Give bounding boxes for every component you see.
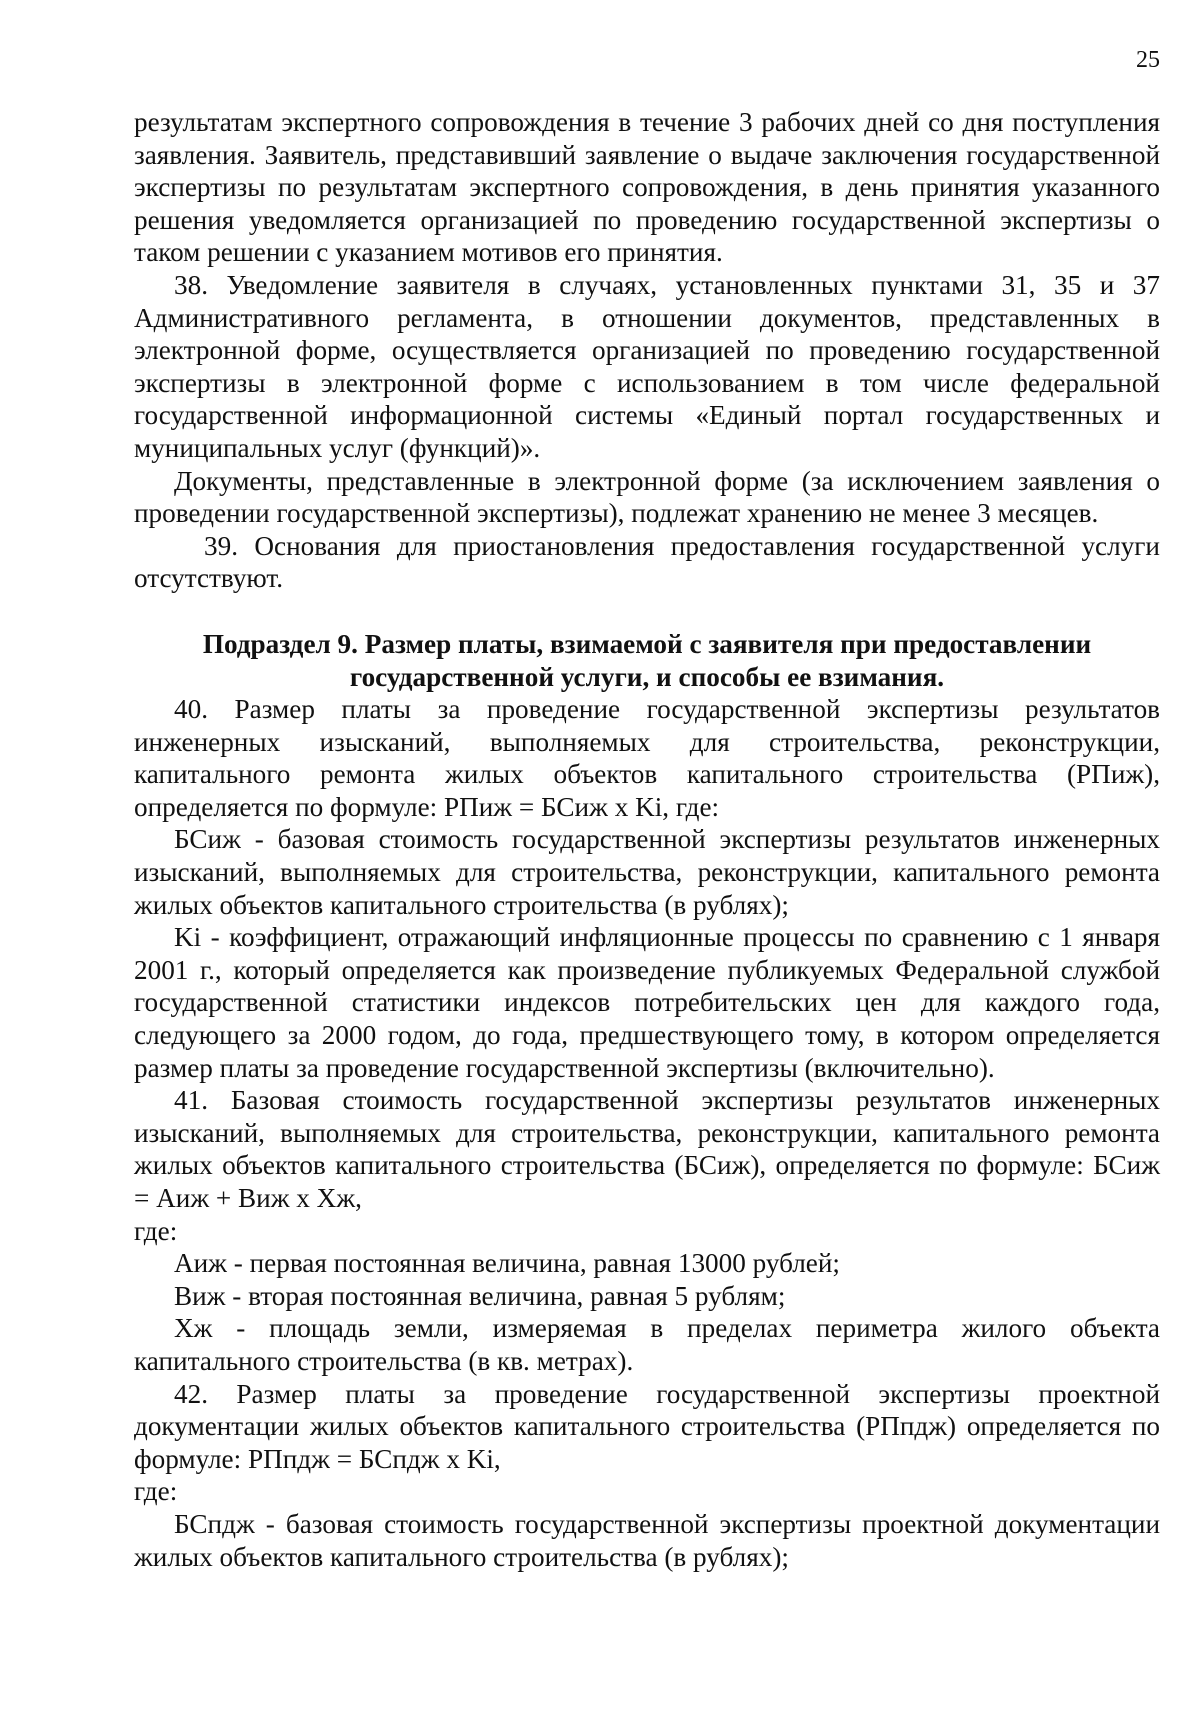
paragraph-39: 39. Основания для приостановления предоставления государственной услуги отсутствуют. [134, 530, 1160, 594]
definition-bsizh: БСиж - базовая стоимость государственной экспертизы результатов инженерных изысканий, выполняемых для строительства, реконструкции, капитального ремонта жилых объектов капитального строительства (в рублях); [134, 824, 1160, 920]
where-label-2: где: [134, 1476, 178, 1507]
section-spacer [134, 595, 1160, 628]
page-number: 25 [1136, 47, 1160, 73]
document-body [134, 106, 1160, 1573]
paragraph-40: 40. Размер платы за проведение государственной экспертизы результатов инженерных изысканий, выполняемых для строительства, реконструкции, капитального ремонта жилых объектов капитального строительства (РПиж), определяется по формуле: РПиж = БСиж х Ki, где: [134, 694, 1160, 822]
definition-aizh: Аиж - первая постоянная величина, равная 13000 рублей; [174, 1248, 840, 1279]
paragraph-42: 42. Размер платы за проведение государственной экспертизы проектной документации жилых объектов капитального строительства (РПпдж) определяется по формуле: РПпдж = БСпдж х Ki, [134, 1378, 1160, 1474]
definition-bspdzh: БСпдж - базовая стоимость государственной экспертизы проектной документации жилых объектов капитального строительства (в рублях); [134, 1508, 1160, 1572]
paragraph-41: 41. Базовая стоимость государственной экспертизы результатов инженерных изысканий, выполняемых для строительства, реконструкции, капитального ремонта жилых объектов капитального строительства (БСиж), определяется по формуле: БСиж = Аиж + Виж х Хж, [134, 1085, 1160, 1213]
definition-vizh: Виж - вторая постоянная величина, равная 5 рублям; [174, 1280, 786, 1311]
where-label: где: [134, 1215, 178, 1246]
paragraph-continuation: результатам экспертного сопровождения в течение 3 рабочих дней со дня поступления заявления. Заявитель, представивший заявление о выдаче заключения государственной экспертизы по результатам экспертного сопровождения, в день принятия указанного решения уведомляется организацией по проведению государственной экспертизы о таком решении с указанием мотивов его принятия. [134, 107, 1160, 268]
definition-khzh: Хж - площадь земли, измеряемая в пределах периметра жилого объекта капитального строительства (в кв. метрах). [134, 1313, 1160, 1376]
paragraph-38: 38. Уведомление заявителя в случаях, установленных пунктами 31, 35 и 37 Административного регламента, в отношении документов, представленных в электронной форме, осуществляется организацией по проведению государственной экспертизы в электронной форме с использованием в том числе федеральной государственной информационной системы «Единый портал государственных и муниципальных услуг (функций)». [134, 269, 1160, 463]
section-heading: Подраздел 9. Размер платы, взимаемой с заявителя при предоставлении государственной услуги, и способы ее взимания. [202, 628, 1092, 692]
paragraph-documents-storage: Документы, представленные в электронной форме (за исключением заявления о проведении государственной экспертизы), подлежат хранению не менее 3 месяцев. [134, 465, 1160, 529]
definition-ki: Ki - коэффициент, отражающий инфляционные процессы по сравнению с 1 января 2001 г., который определяется как произведение публикуемых Федеральной службой государственной статистики индексов потребительских цен для каждого года, следующего за 2000 годом, до года, предшествующего тому, в котором определяется размер платы за проведение государственной экспертизы (включительно). [134, 922, 1160, 1083]
